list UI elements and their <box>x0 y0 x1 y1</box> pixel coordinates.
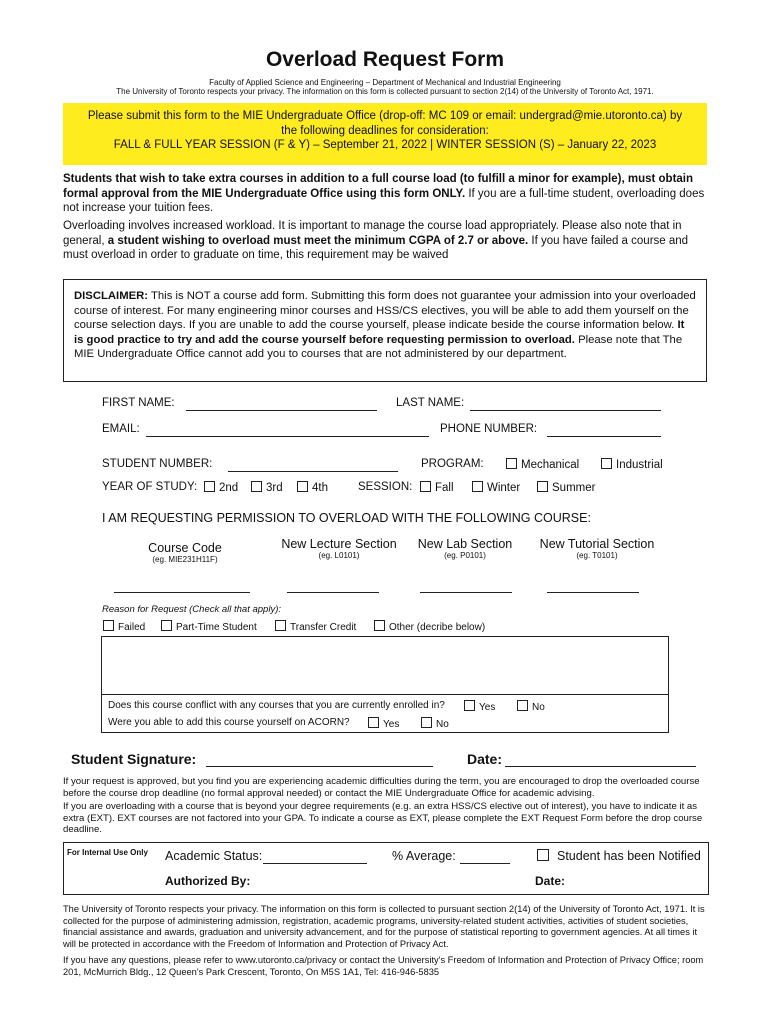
program-industrial-checkbox[interactable] <box>601 458 663 471</box>
workload-text: Overloading involves increased workload. It is important to manage the course load appropriately. Please also note that in general, <box>63 220 682 247</box>
checkbox-icon <box>204 481 215 492</box>
tutorial-section-field[interactable] <box>547 592 639 593</box>
option-label: Part-Time Student <box>176 622 257 633</box>
disclaimer-bold-text: It is good practice to try and add the course yourself before requesting permission to overload. <box>74 319 685 346</box>
cgpa-requirement: a student wishing to overload must meet the minimum CGPA of 2.7 or above. <box>107 234 529 247</box>
form-title: Overload Request Form <box>265 48 505 71</box>
checkbox-icon <box>297 481 308 492</box>
conflict-question: Does this course conflict with any courses that you are currently enrolled in? <box>108 700 445 711</box>
reason-part-time-checkbox[interactable] <box>161 620 257 635</box>
student-notified-checkbox[interactable] <box>537 849 701 863</box>
session-label: SESSION: <box>358 481 413 493</box>
email-field[interactable] <box>146 436 429 437</box>
first-name-field[interactable] <box>186 410 377 411</box>
acorn-question: Were you able to add this course yourself on ACORN? <box>108 717 350 728</box>
checkbox-icon <box>601 458 612 469</box>
option-label: 3rd <box>266 482 283 494</box>
checkbox-icon <box>103 620 114 631</box>
year-3rd-checkbox[interactable] <box>251 481 283 494</box>
waiver-text: If you have failed a course and must overload in order to graduate on time, this requirement may be waived <box>63 234 689 261</box>
academic-status-field[interactable] <box>263 863 367 864</box>
conflict-yes-checkbox[interactable] <box>464 700 495 715</box>
column-label: New Lab Section <box>417 537 513 551</box>
ext-note: If you are overloading with a course that is beyond your degree requirements (e.g. an extra HSS/CS elective out of interest), you have to indicate it as extra (EXT). EXT courses are not factored into your GPA. To indicate a course as EXT, please complete the EXT Request Form before the drop course deadline. <box>63 801 703 835</box>
tutorial-section-column <box>530 537 664 560</box>
option-label: Transfer Credit <box>290 622 357 633</box>
approval-note: If your request is approved, but you find you are experiencing academic difficulties during the term, you are encouraged to drop the overloaded course before the course drop deadline (no formal approval needed) or contact the MIE Undergraduate Office for academic advising. <box>63 776 700 799</box>
checkbox-icon <box>517 700 528 711</box>
checkbox-icon <box>537 481 548 492</box>
intro-paragraph-1 <box>63 172 713 216</box>
checkbox-icon <box>275 620 286 631</box>
contact-footer: If you have any questions, please refer to www.utoronto.ca/privacy or contact the University's Freedom of Information and Protection of Privacy Office; room 201, McMurrich Bldg., 12 Queen's Park Crescent, Toronto, On M5S 1A1, Tel: 416-946-5835 <box>63 955 704 977</box>
signature-label: Student Signature: <box>71 751 197 767</box>
student-number-label: STUDENT NUMBER: <box>102 458 213 470</box>
reason-transfer-credit-checkbox[interactable] <box>275 620 356 635</box>
internal-use-tag: For Internal Use Only <box>67 848 148 857</box>
year-2nd-checkbox[interactable] <box>204 481 238 494</box>
intro-paragraph-2 <box>63 219 713 263</box>
phone-label: PHONE NUMBER: <box>440 423 538 435</box>
column-label: New Tutorial Section <box>539 537 655 551</box>
session-winter-checkbox[interactable] <box>472 481 520 494</box>
checkbox-icon <box>251 481 262 492</box>
banner-line-1: Please submit this form to the MIE Undergraduate Office (drop-off: MC 109 or email: undergrad@mie.utoronto.ca) by <box>87 110 683 122</box>
email-label: EMAIL: <box>102 423 140 435</box>
option-label: 4th <box>312 482 328 494</box>
checkbox-icon <box>464 700 475 711</box>
option-label: Industrial <box>616 459 663 471</box>
banner-line-2: the following deadlines for consideration: <box>281 124 489 137</box>
intro-bold-text: Students that wish to take extra courses in addition to a full course load (to fulfill a minor for example), must obtain formal approval from the MIE Undergraduate Office using this form ONLY. <box>63 173 694 200</box>
academic-status-label: Academic Status: <box>165 849 263 863</box>
disclaimer-box <box>63 279 707 382</box>
option-label: Student has been Notified <box>557 849 701 863</box>
privacy-line: The University of Toronto respects your privacy. The information on this form is collected pursuant to section 2(14) of the University of Toronto Act, 1971. <box>116 87 654 96</box>
column-example: (eg. L0101) <box>318 551 360 560</box>
faculty-line: Faculty of Applied Science and Engineering – Department of Mechanical and Industrial Engineering <box>209 78 561 87</box>
last-name-label: LAST NAME: <box>396 397 465 409</box>
lecture-section-field[interactable] <box>287 592 379 593</box>
banner-line-3: FALL & FULL YEAR SESSION (F & Y) – September 21, 2022 | WINTER SESSION (S) – January 22, 2023 <box>113 139 657 151</box>
reason-failed-checkbox[interactable] <box>103 620 145 635</box>
average-label: % Average: <box>392 849 456 863</box>
column-example: (eg. MIE231H11F) <box>152 555 218 564</box>
acorn-yes-checkbox[interactable] <box>368 717 399 732</box>
checkbox-icon <box>161 620 172 631</box>
option-label: No <box>436 719 449 730</box>
checkbox-icon <box>506 458 517 469</box>
reason-label: Reason for Request (Check all that apply): <box>102 604 282 615</box>
year-4th-checkbox[interactable] <box>297 481 328 494</box>
phone-field[interactable] <box>547 436 661 437</box>
last-name-field[interactable] <box>470 410 661 411</box>
signature-date-label: Date: <box>467 751 503 767</box>
average-field[interactable] <box>460 863 510 864</box>
acorn-no-checkbox[interactable] <box>421 717 449 732</box>
column-example: (eg. P0101) <box>444 551 486 560</box>
course-code-field[interactable] <box>114 592 250 593</box>
disclaimer-label: DISCLAIMER: <box>74 290 149 302</box>
lab-section-column <box>405 537 525 560</box>
reason-divider <box>101 694 669 695</box>
disclaimer-text: This is NOT a course add form. Submitting this form does not guarantee your admission into your overloaded course of interest. For many engineering minor courses and HSS/CS electives, you will be able to add them yourself on the course selection days. If you are unable to add the course yourself, please indicate beside the course information below. <box>74 290 696 331</box>
conflict-no-checkbox[interactable] <box>517 700 545 715</box>
option-label: Summer <box>552 482 596 494</box>
internal-date-label: Date: <box>535 874 566 888</box>
program-label: PROGRAM: <box>421 458 484 470</box>
option-label: 2nd <box>219 482 239 494</box>
checkbox-icon <box>420 481 431 492</box>
checkbox-icon <box>537 849 549 861</box>
option-label: No <box>532 702 545 713</box>
lecture-section-column <box>269 537 409 560</box>
request-heading: I AM REQUESTING PERMISSION TO OVERLOAD WITH THE FOLLOWING COURSE: <box>102 511 591 525</box>
lab-section-field[interactable] <box>420 592 512 593</box>
intro-text: If you are a full-time student, overloading does not increase your tuition fees. <box>63 187 705 214</box>
session-summer-checkbox[interactable] <box>537 481 595 494</box>
year-of-study-label: YEAR OF STUDY: <box>102 481 198 493</box>
option-label: Mechanical <box>521 459 580 471</box>
checkbox-icon <box>421 717 432 728</box>
option-label: Yes <box>383 719 400 730</box>
option-label: Failed <box>118 622 146 633</box>
column-label: Course Code <box>148 541 222 555</box>
checkbox-icon <box>472 481 483 492</box>
reason-other-checkbox[interactable] <box>374 620 485 635</box>
first-name-label: FIRST NAME: <box>102 397 175 409</box>
option-label: Yes <box>479 702 496 713</box>
signature-date-field[interactable] <box>505 766 696 767</box>
student-number-field[interactable] <box>228 471 398 472</box>
checkbox-icon <box>374 620 385 631</box>
program-mechanical-checkbox[interactable] <box>506 458 579 471</box>
privacy-footer: The University of Toronto respects your privacy. The information on this form is collected to pursuant section 2(14) of the University of Toronto Act, 1971. It is collected for the purpose of administering admission, registration, academic programs, university-related student activities, activities of student societies, financial assistance and awards, graduation and university advancement, and for the purpose of statistical reporting to government agencies. At all times it will be protected in accordance with the Freedom of Information and Protection of Privacy Act. <box>63 904 705 949</box>
session-fall-checkbox[interactable] <box>420 481 454 494</box>
column-example: (eg. T0101) <box>576 551 618 560</box>
option-label: Winter <box>487 482 521 494</box>
deadline-banner <box>63 103 707 165</box>
course-code-column <box>110 541 260 564</box>
checkbox-icon <box>368 717 379 728</box>
option-label: Fall <box>435 482 454 494</box>
column-label: New Lecture Section <box>281 537 397 551</box>
option-label: Other (decribe below) <box>389 622 486 633</box>
disclaimer-text-end: Please note that The MIE Undergraduate Office cannot add you to courses that are not administered by our department. <box>74 333 683 360</box>
signature-field[interactable] <box>206 766 433 767</box>
authorized-by-label: Authorized By: <box>165 874 251 888</box>
